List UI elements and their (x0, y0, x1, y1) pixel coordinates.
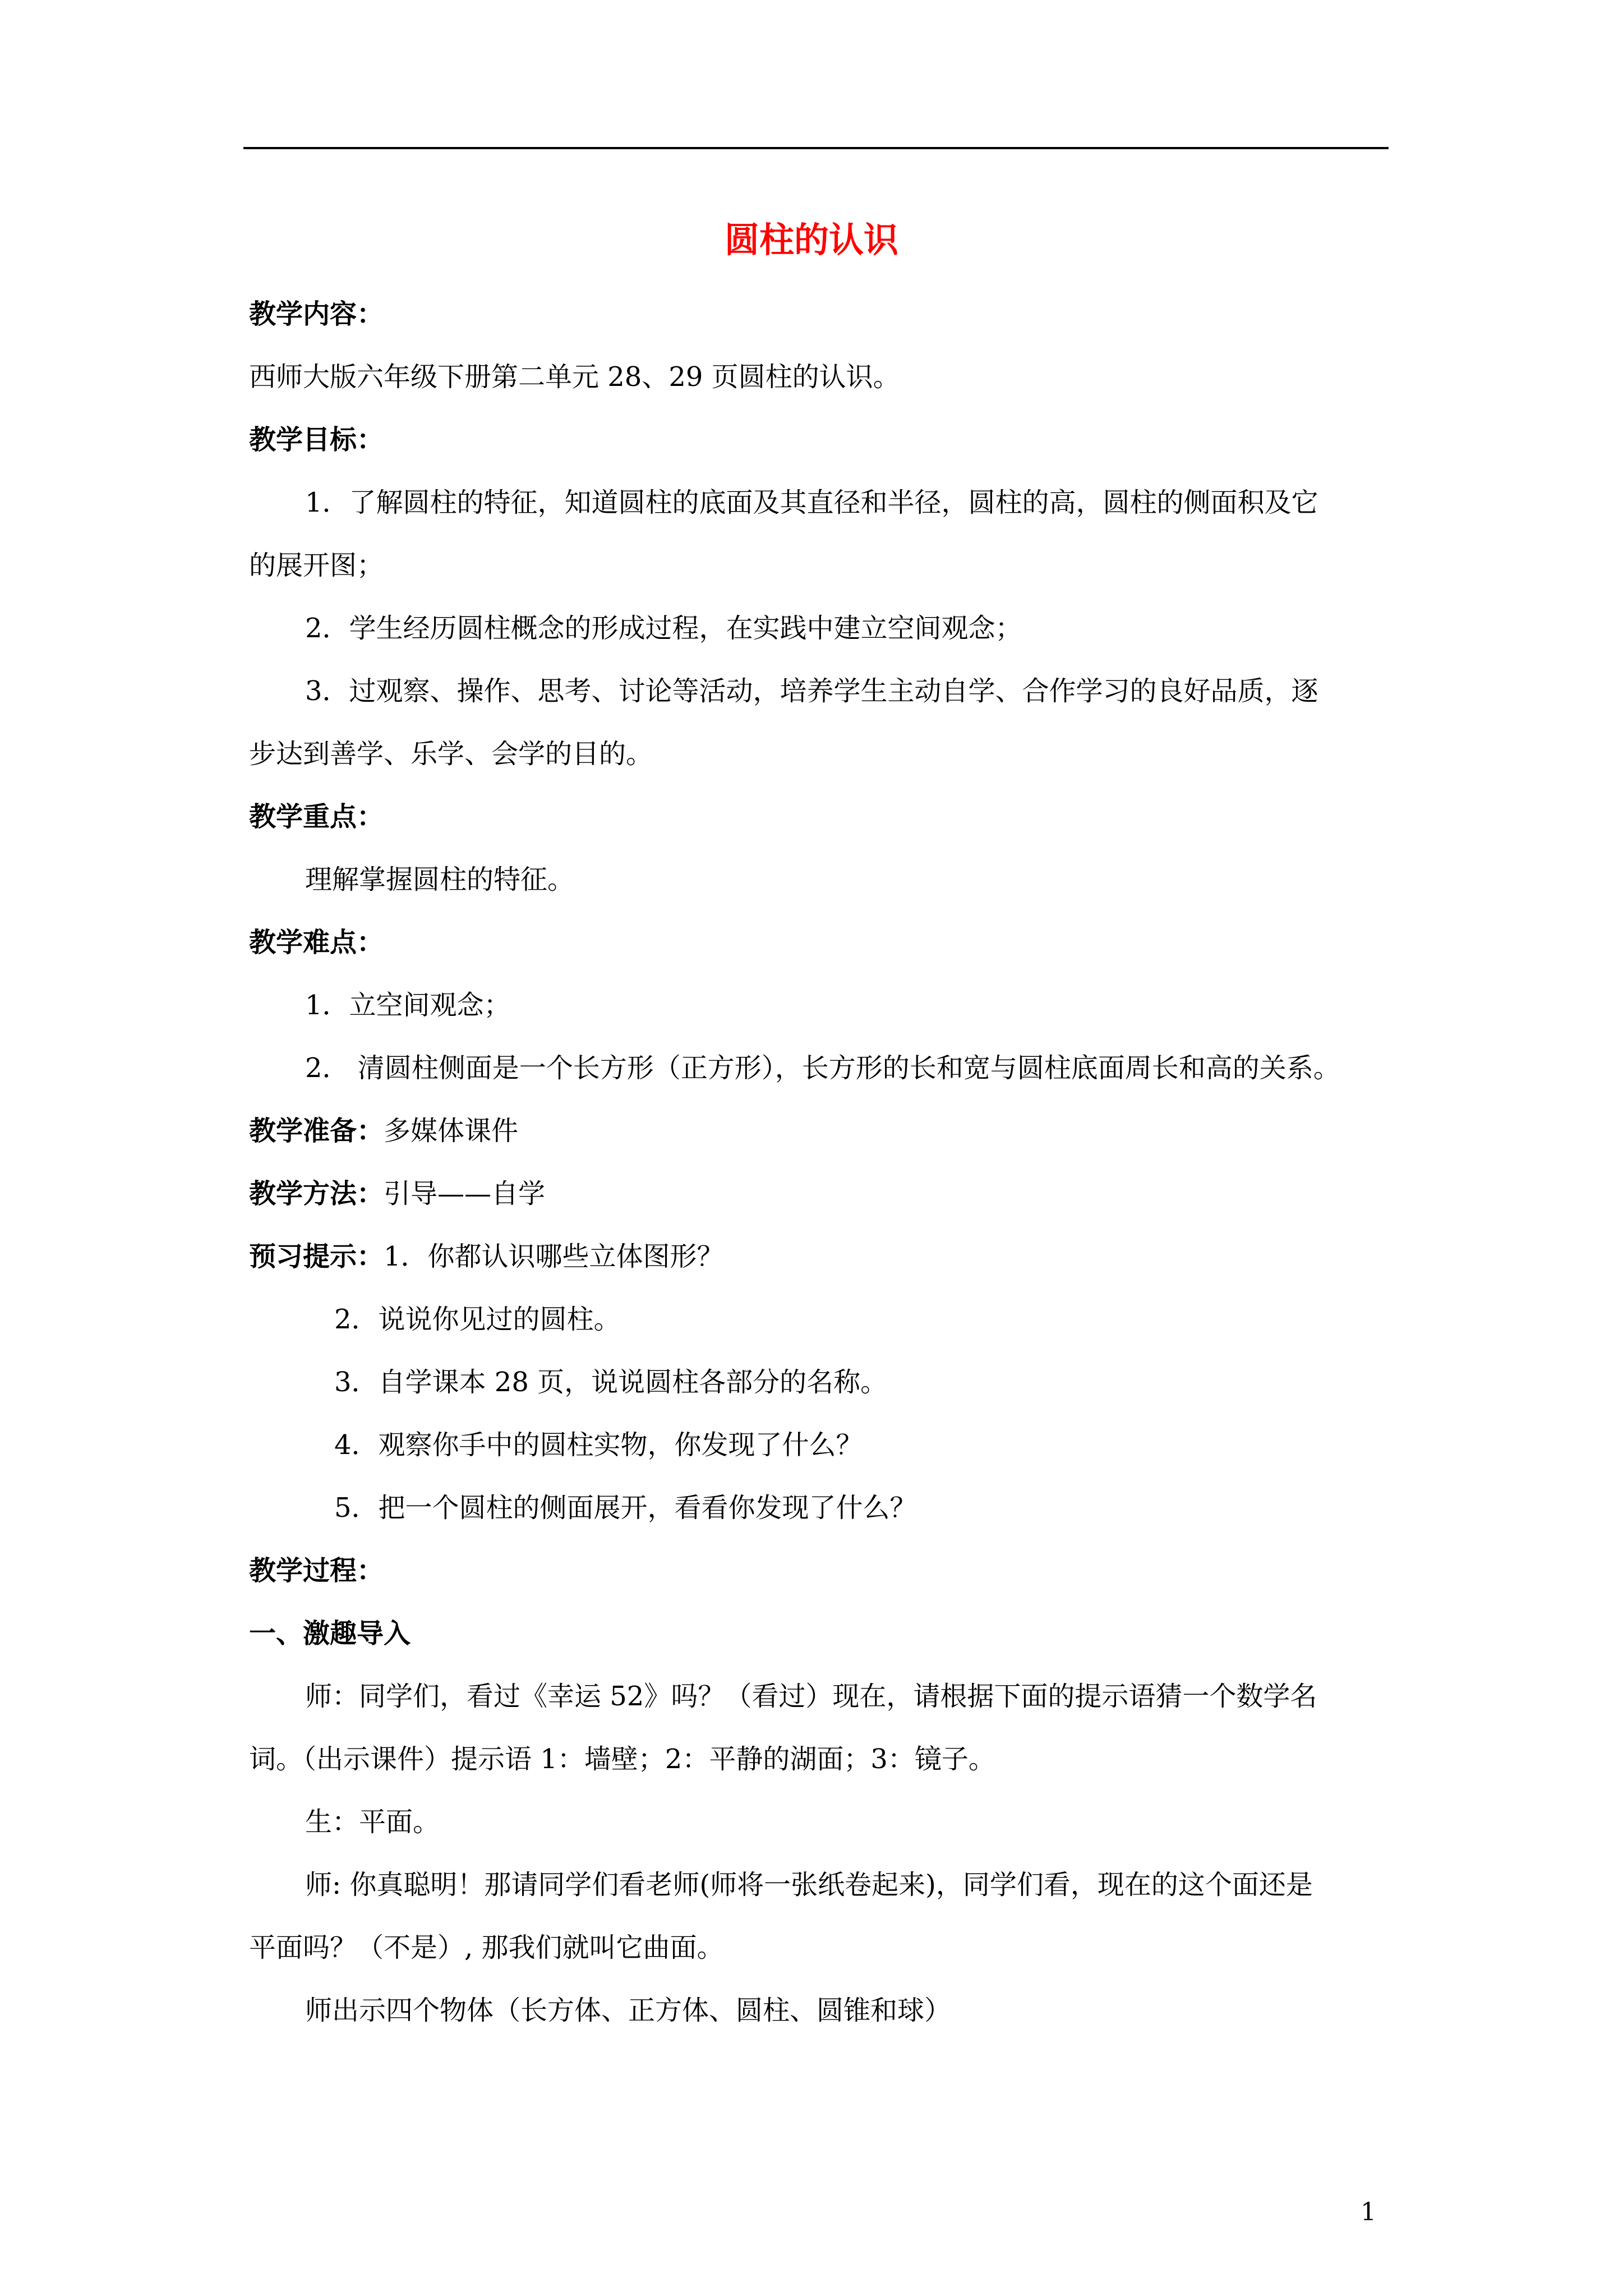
preview-item-5: 5．把一个圆柱的侧面展开，看看你发现了什么？ (334, 1492, 917, 1524)
difficulty-2: 2． 清圆柱侧面是一个长方形（正方形），长方形的长和宽与圆柱底面周长和高的关系。 (305, 1052, 1340, 1084)
preview-item-1: 1．你都认识哪些立体图形？ (384, 1241, 724, 1272)
key-points-heading: 教学重点： (249, 801, 384, 832)
preview-item-2: 2．说说你见过的圆柱。 (334, 1304, 621, 1335)
goals-heading: 教学目标： (249, 424, 384, 455)
dialogue-2: 生：平面。 (305, 1806, 440, 1838)
page-number: 1 (1361, 2198, 1376, 2226)
preparation-value: 多媒体课件 (384, 1115, 519, 1147)
document-title: 圆柱的认识 (724, 219, 898, 260)
preview-label: 预习提示： (249, 1241, 384, 1272)
preview-line-1 (249, 1234, 724, 1279)
content-text: 西师大版六年级下册第二单元 28、29 页圆柱的认识。 (249, 361, 900, 393)
dialogue-1-line-1: 师：同学们，看过《幸运 52》吗？（看过）现在，请根据下面的提示语猜一个数学名 (305, 1681, 1317, 1712)
method-value: 引导——自学 (384, 1178, 546, 1209)
goal-1-line-2: 的展开图； (249, 550, 384, 581)
preview-item-3: 3．自学课本 28 页，说说圆柱各部分的名称。 (334, 1366, 888, 1398)
header-rule (243, 147, 1389, 149)
difficulty-1: 1．立空间观念； (305, 990, 511, 1021)
section-1-heading: 一、激趣导入 (249, 1618, 411, 1649)
content-heading: 教学内容： (249, 298, 384, 330)
dialogue-1-line-2: 词。（出示课件）提示语 1：墙壁；2：平静的湖面；3：镜子。 (249, 1743, 995, 1775)
goal-3-line-2: 步达到善学、乐学、会学的目的。 (249, 738, 653, 770)
goal-2: 2．学生经历圆柱概念的形成过程，在实践中建立空间观念； (305, 613, 1022, 644)
process-heading: 教学过程： (249, 1555, 384, 1586)
preparation-label: 教学准备： (249, 1115, 384, 1147)
method-line (249, 1171, 545, 1216)
method-label: 教学方法： (249, 1178, 384, 1209)
dialogue-4: 师出示四个物体（长方体、正方体、圆柱、圆锥和球） (305, 1995, 952, 2026)
goal-1-line-1: 1．了解圆柱的特征，知道圆柱的底面及其直径和半径，圆柱的高，圆柱的侧面积及它 (305, 487, 1318, 518)
difficulties-heading: 教学难点： (249, 927, 384, 958)
preparation-line (249, 1108, 518, 1153)
preview-item-4: 4．观察你手中的圆柱实物，你发现了什么？ (334, 1429, 863, 1461)
dialogue-3-line-2: 平面吗？（不是）, 那我们就叫它曲面。 (249, 1932, 724, 1963)
goal-3-line-1: 3．过观察、操作、思考、讨论等活动，培养学生主动自学、合作学习的良好品质，逐 (305, 675, 1318, 707)
key-points-text: 理解掌握圆柱的特征。 (305, 864, 575, 895)
dialogue-3-line-1: 师: 你真聪明！那请同学们看老师(师将一张纸卷起来)，同学们看，现在的这个面还是 (305, 1869, 1313, 1901)
